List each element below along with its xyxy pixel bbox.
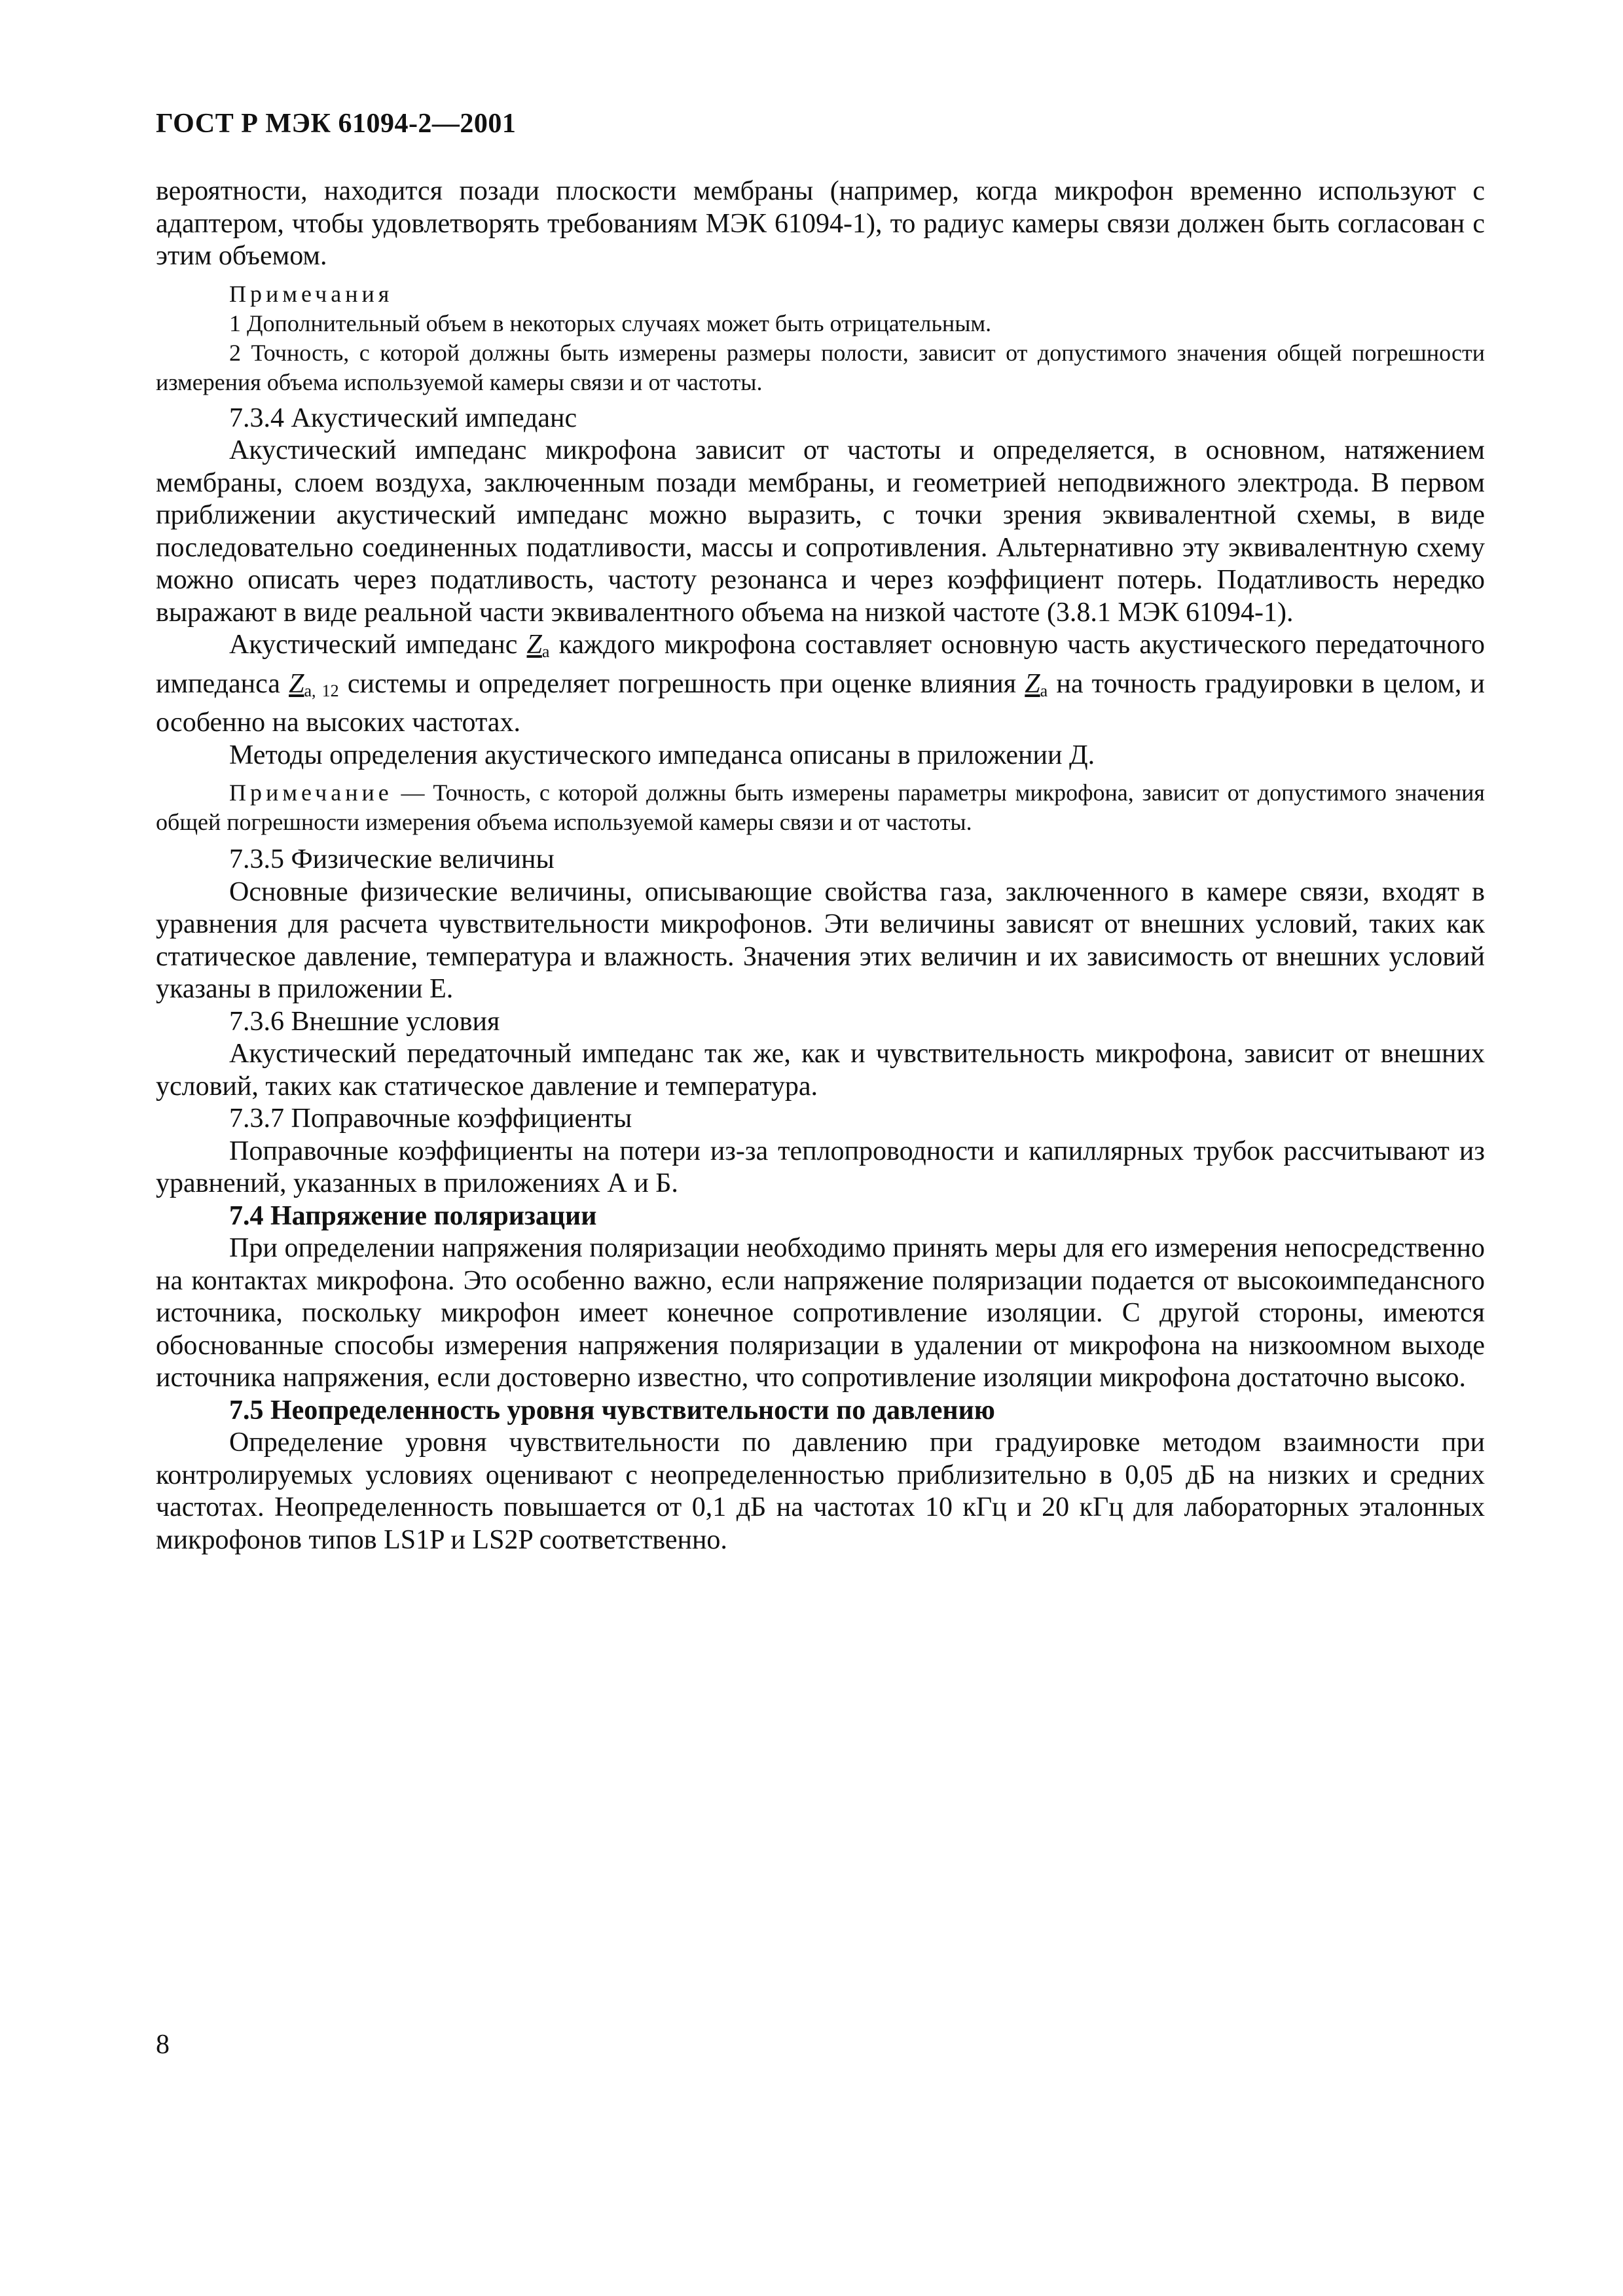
- heading-7-4: 7.4 Напряжение поляризации: [229, 1200, 597, 1231]
- heading-7-3-5: 7.3.5 Физические величины: [229, 844, 555, 874]
- heading-7-3-4: 7.3.4 Акустический импеданс: [229, 403, 577, 433]
- paragraph-7-3-4-2: Акустический импеданс $Z_a$ каждого микрофона составляет основную часть акустического передаточного импеданса $Z_{a, 12}$ системы и определяет погрешность при оценке влияния $Z_a$ на точность градуировки в целом, и особенно на высоких частотах.: [156, 630, 1486, 738]
- notes-block: [156, 279, 1485, 397]
- note-7-3-4: Примечание — Точность, с которой должны быть измерены параметры микрофона, зависит от допустимого значения общей погрешности измерения объема используемой камеры связи и от частоты.: [156, 780, 1485, 835]
- paragraph-7-3-6: Акустический передаточный импеданс так же, как и чувствительность микрофона, зависит от внешних условий, таких как статическое давление и температура.: [156, 1039, 1485, 1102]
- page-header: ГОСТ Р МЭК 61094-2—2001: [156, 109, 517, 139]
- notes-title: Примечания: [229, 280, 393, 307]
- heading-7-3-6: 7.3.6 Внешние условия: [229, 1006, 500, 1037]
- paragraph-7-4: При определении напряжения поляризации необходимо принять меры для его измерения непосредственно на контактах микрофона. Это особенно важно, если напряжение поляризации подается от высокоимпедансного источника, поскольку микрофон имеет конечное сопротивление изоляции. С другой стороны, имеются обоснованные способы измерения напряжения поляризации в удалении от микрофона на низкоомном выходе источника напряжения, если достоверно известно, что сопротивление изоляции микрофона достаточно высоко.: [156, 1233, 1485, 1393]
- transfer-impedance-symbol: Z: [289, 668, 304, 699]
- impedance-symbol: Z: [1025, 668, 1040, 699]
- note-1: 1 Дополнительный объем в некоторых случаях может быть отрицательным.: [229, 310, 992, 336]
- intro-paragraph: вероятности, находится позади плоскости мембраны (например, когда микрофон временно используют с адаптером, чтобы удовлетворять требованиям МЭК 61094-1), то радиус камеры связи должен быть согласован с этим объемом.: [156, 176, 1485, 271]
- impedance-symbol: Z: [526, 630, 542, 660]
- paragraph-7-3-4-1: Акустический импеданс микрофона зависит от частоты и определяется, в основном, натяжением мембраны, слоем воздуха, заключенным позади мембраны, и геометрией неподвижного электрода. В первом приближении акустический импеданс можно выразить, с точки зрения эквивалентной схемы, в виде последовательно соединенных податливости, массы и сопротивления. Альтернативно эту эквивалентную схему можно описать через податливость, частоту резонанса и через коэффициент потерь. Податливость нередко выражают в виде реальной части эквивалентного объема на низкой частоте (3.8.1 МЭК 61094-1).: [156, 435, 1485, 628]
- paragraph-7-3-4-3: Методы определения акустического импеданса описаны в приложении Д.: [229, 740, 1095, 770]
- paragraph-7-3-5: Основные физические величины, описывающие свойства газа, заключенного в камере связи, входят в уравнения для расчета чувствительности микрофонов. Эти величины зависят от внешних условий, таких как статическое давление, температура и влажность. Значения этих величин и их зависимость от внешних условий указаны в приложении Е.: [156, 876, 1485, 1004]
- page-content: [156, 175, 1485, 1556]
- heading-7-5: 7.5 Неопределенность уровня чувствительности по давлению: [229, 1395, 995, 1426]
- heading-7-3-7: 7.3.7 Поправочные коэффициенты: [229, 1103, 632, 1134]
- page-number: 8: [156, 2030, 170, 2060]
- paragraph-7-3-7: Поправочные коэффициенты на потери из-за теплопроводности и капиллярных трубок рассчитывают из уравнений, указанных в приложениях А и Б.: [156, 1136, 1485, 1198]
- paragraph-7-5: Определение уровня чувствительности по давлению при градуировке методом взаимности при контролируемых условиях оценивают с неопределенностью приблизительно в 0,05 дБ на низких и средних частотах. Неопределенность повышается от 0,1 дБ на частотах 10 кГц и 20 кГц для лабораторных эталонных микрофонов типов LS1P и LS2P соответственно.: [156, 1427, 1485, 1555]
- note-2: 2 Точность, с которой должны быть измерены размеры полости, зависит от допустимого значения общей погрешности измерения объема используемой камеры связи и от частоты.: [156, 339, 1485, 395]
